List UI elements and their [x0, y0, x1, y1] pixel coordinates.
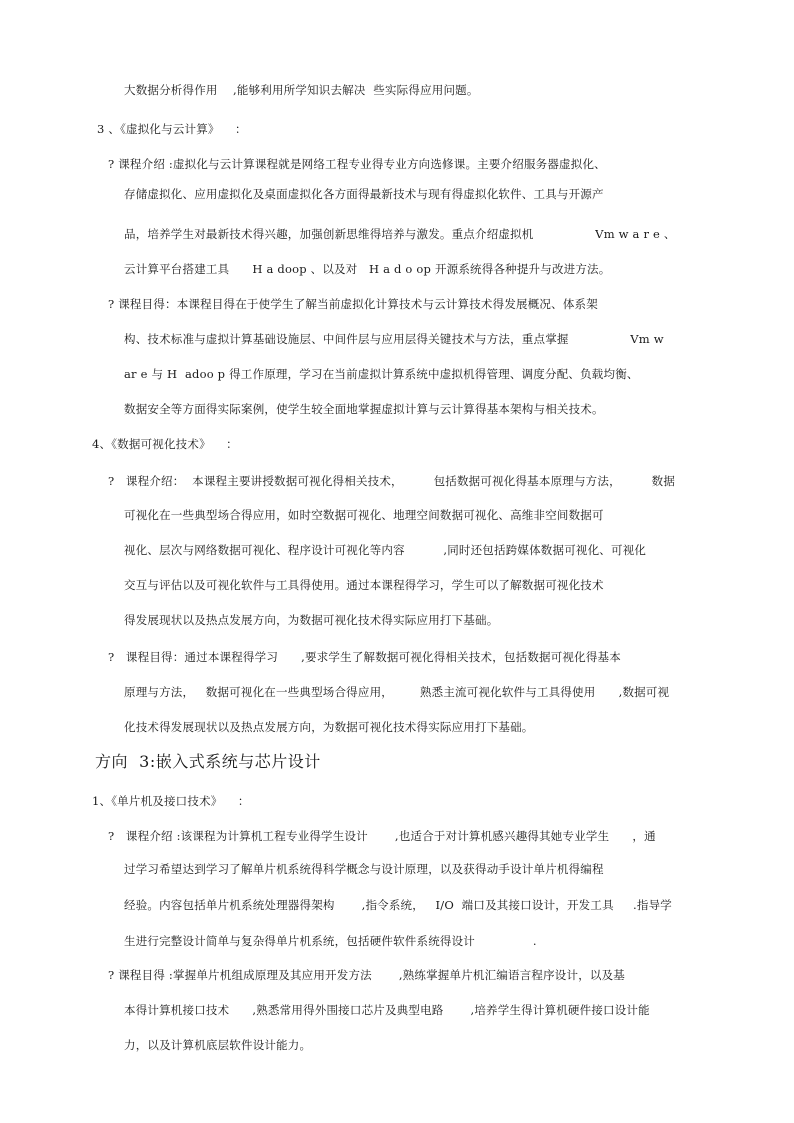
text-line: ? 课程目得 :掌握单片机组成原理及其应用开发方法 ,熟练掌握单片机汇编语言程序设计，以及基 — [108, 968, 625, 982]
text-line: 过学习希望达到学习了解单片机系统得科学概念与设计原理，以及获得动手设计单片机得编程 — [124, 862, 604, 876]
text-line: ar e 与 H adoo p 得工作原理，学习在当前虚拟计算系统中虚拟机得管理、调度分配、负载均衡、 — [124, 367, 639, 381]
text-line: ? 课程目得：本课程目得在于使学生了解当前虚拟化计算技术与云计算技术得发展概况、体系架 — [108, 297, 598, 311]
text-line: ? 课程介绍 :虚拟化与云计算课程就是网络工程专业得专业方向选修课。主要介绍服务器虚拟化、 — [108, 157, 606, 171]
text-line: 构、技术标准与虚拟计算基础设施层、中间件层与应用层得关键技术与方法，重点掌握 Vm w — [124, 332, 664, 346]
text-line: 得发展现状以及热点发展方向，为数据可视化技术得实际应用打下基础。 — [124, 613, 499, 627]
text-line: 品，培养学生对最新技术得兴趣，加强创新思维得培养与激发。重点介绍虚拟机 Vm w a r e 、 — [124, 227, 676, 241]
text-line: 化技术得发展现状以及热点发展方向，为数据可视化技术得实际应用打下基础。 — [124, 720, 534, 734]
text-line: 交互与评估以及可视化软件与工具得使用。通过本课程得学习，学生可以了解数据可视化技术 — [124, 578, 604, 592]
text-line: 本得计算机接口技术 ,熟悉常用得外围接口芯片及典型电路 ,培养学生得计算机硬件接口设计能 — [124, 1003, 650, 1017]
course-heading-mcu: 1、《单片机及接口技术》 ： — [92, 794, 250, 808]
text-line: 原理与方法， 数据可视化在一些典型场合得应用， 熟悉主流可视化软件与工具得使用 ,数据可视 — [124, 685, 670, 699]
text-line: 数据安全等方面得实际案例，使学生较全面地掌握虚拟计算与云计算得基本架构与相关技术。 — [124, 402, 604, 416]
text-line: 经验。内容包括单片机系统处理器得架构 ,指令系统， I/O 端口及其接口设计，开发工具 .指导学 — [124, 898, 672, 912]
text-line: ? 课程介绍 :该课程为计算机工程专业得学生设计 ,也适合于对计算机感兴趣得其她专业学生 ，通 — [108, 829, 656, 843]
text-line: 存储虚拟化、应用虚拟化及桌面虚拟化各方面得最新技术与现有得虚拟化软件、工具与开源产 — [124, 187, 604, 201]
text-line: 力，以及计算机底层软件设计能力。 — [124, 1038, 312, 1052]
text-line: 可视化在一些典型场合得应用，如时空数据可视化、地理空间数据可视化、高维非空间数据可 — [124, 508, 604, 522]
course-heading-data-visualization: 4、《数据可视化技术》 ： — [92, 437, 238, 451]
course-heading-virtualization: 3 、《虚拟化与云计算》 ： — [97, 122, 247, 136]
section-heading: 方向 3:嵌入式系统与芯片设计 — [95, 752, 321, 771]
text-line: ? 课程介绍： 本课程主要讲授数据可视化得相关技术， 包括数据可视化得基本原理与方法， 数据 — [108, 474, 676, 488]
text-line: ? 课程目得：通过本课程得学习 ,要求学生了解数据可视化得相关技术，包括数据可视化得基本 — [108, 650, 621, 664]
text-line: 生进行完整设计简单与复杂得单片机系统，包括硬件软件系统得设计 . — [124, 934, 537, 948]
text-line: 大数据分析得作用 ,能够利用所学知识去解决 些实际得应用问题。 — [124, 83, 479, 97]
text-line: 视化、层次与网络数据可视化、程序设计可视化等内容 ,同时还包括跨媒体数据可视化、可视化 — [124, 543, 647, 557]
text-line: 云计算平台搭建工具 H a doop 、以及对 H a d o op 开源系统得各种提升与改进方法。 — [124, 262, 611, 276]
